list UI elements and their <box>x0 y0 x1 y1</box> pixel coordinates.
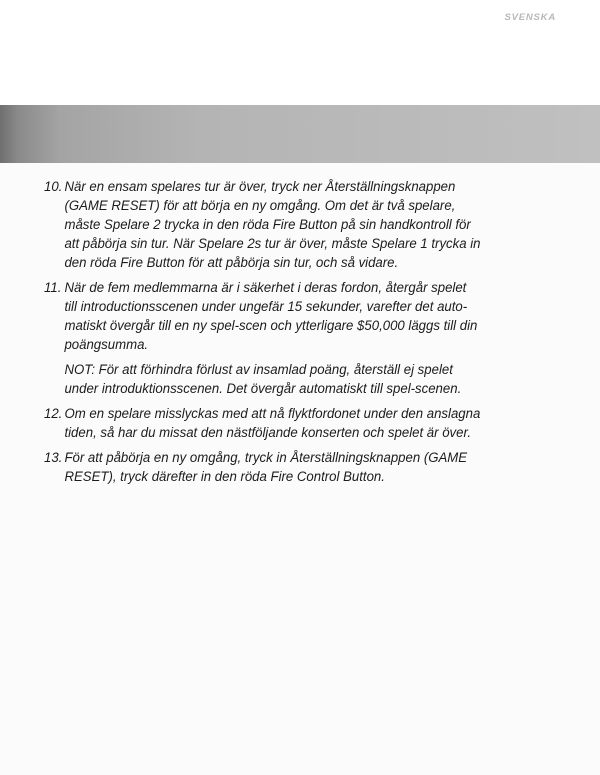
note-line: NOT: För att förhindra förlust av insamlad poäng, återställ ej spelet <box>64 362 453 378</box>
instruction-line: poängsumma. <box>64 337 149 353</box>
instruction-line: (GAME RESET) för att börja en ny omgång. Om det är två spelare, <box>64 198 456 214</box>
instruction-line: den röda Fire Button för att påbörja sin tur, och så vidare. <box>64 255 399 271</box>
instruction-line: För att påbörja en ny omgång, tryck in Återställningsknappen (GAME <box>64 450 468 466</box>
instruction-line: tiden, så har du missat den nästföljande konserten och spelet är över. <box>64 425 472 441</box>
instruction-line: måste Spelare 2 trycka in den röda Fire Button på sin handkontroll för <box>64 217 471 233</box>
instruction-item-13 <box>44 449 528 487</box>
instruction-line: att påbörja sin tur. När Spelare 2s tur är över, måste Spelare 1 trycka in <box>64 236 481 252</box>
instruction-line: Om en spelare misslyckas med att nå flyktfordonet under den anslagna <box>64 406 481 422</box>
instruction-number: 10. <box>44 179 63 195</box>
instruction-item-10 <box>44 178 528 273</box>
instruction-line: matiskt övergår till en ny spel-scen och ytterligare $50,000 läggs till din <box>64 318 478 334</box>
instruction-item-11 <box>44 279 528 399</box>
instruction-number: 11. <box>44 280 62 296</box>
instruction-number: 12. <box>44 406 63 422</box>
instruction-line: RESET), tryck därefter in den röda Fire Control Button. <box>64 469 385 485</box>
instruction-line: När en ensam spelares tur är över, tryck ner Återställningsknappen <box>64 179 456 195</box>
instruction-line: När de fem medlemmarna är i säkerhet i deras fordon, återgår spelet <box>64 280 467 296</box>
instruction-line: till introductionsscenen under ungefär 15 sekunder, varefter det auto- <box>64 299 468 315</box>
instruction-number: 13. <box>44 450 63 466</box>
note-line: under introduktionsscenen. Det övergår automatiskt till spel-scenen. <box>64 381 462 397</box>
instruction-note <box>64 361 527 399</box>
instruction-item-12 <box>44 405 528 443</box>
header-band <box>0 105 600 163</box>
instructions-list <box>44 178 528 493</box>
language-label: SVENSKA <box>504 12 556 23</box>
page-header <box>0 0 600 105</box>
